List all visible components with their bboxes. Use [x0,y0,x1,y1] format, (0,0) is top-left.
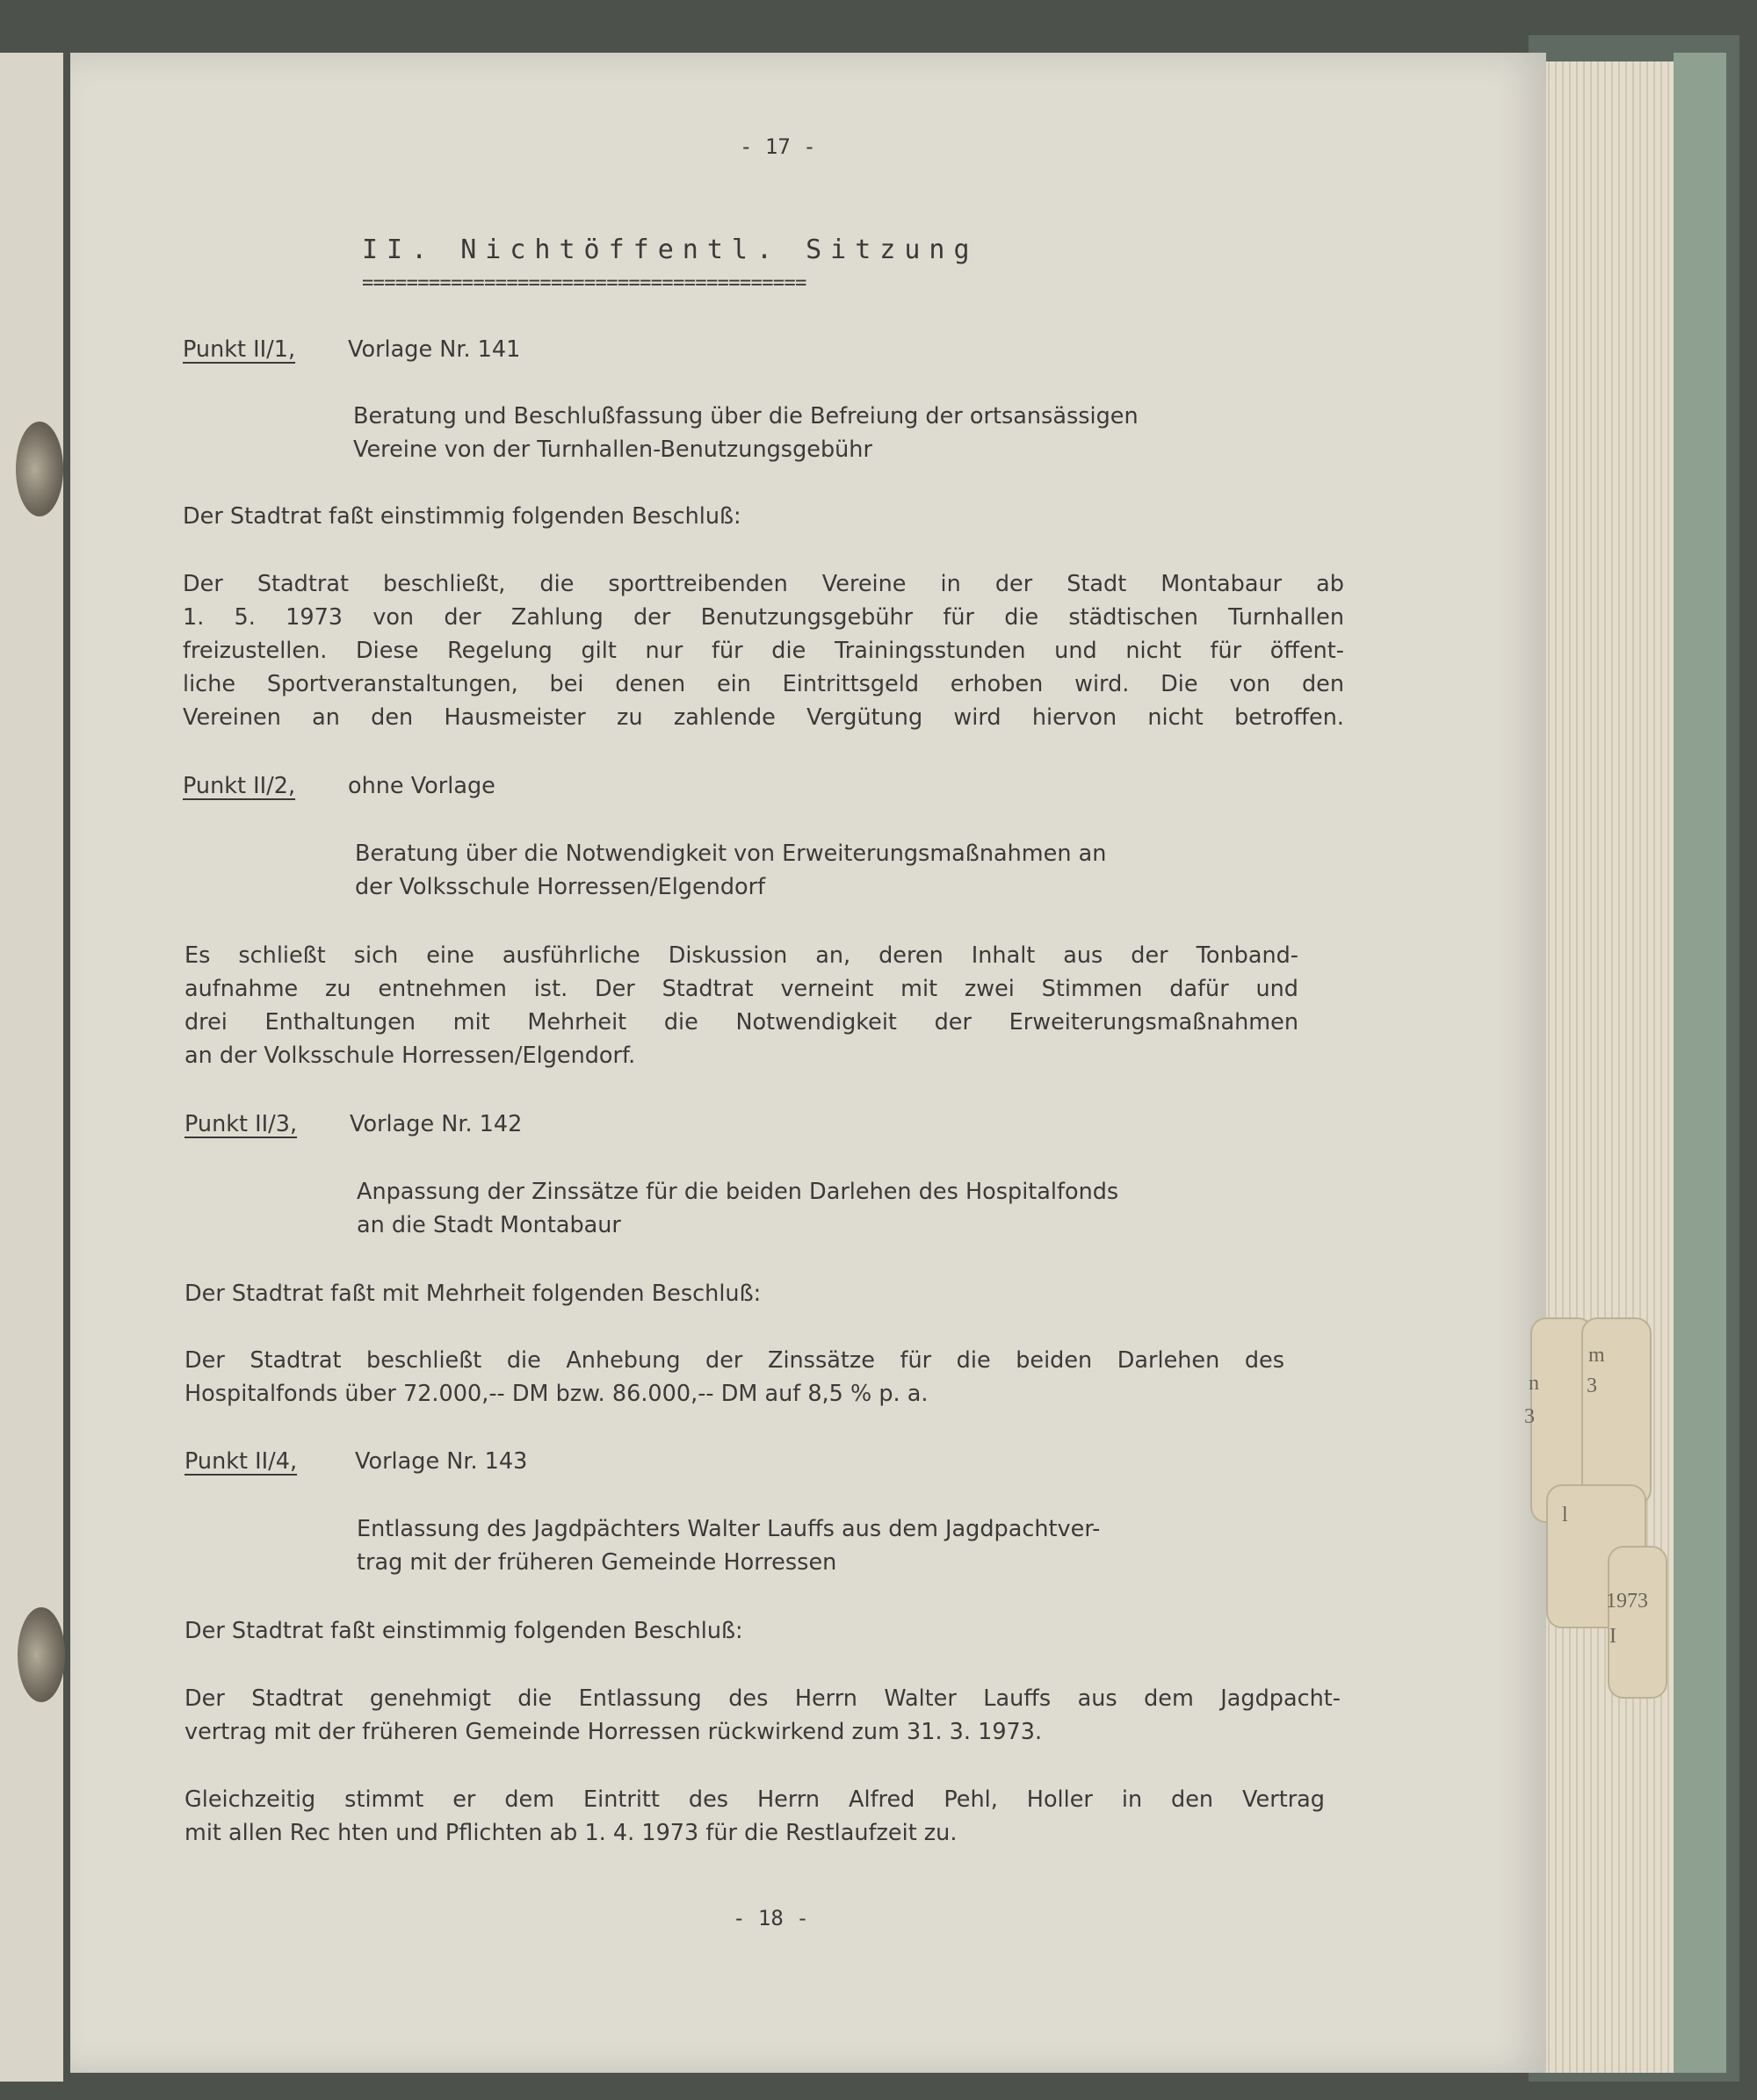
body-line: Der Stadtrat beschließt die Anhebung der Zinssätze für die beiden Darlehen des [184,1347,1284,1374]
tab-label: 1973 [1606,1590,1648,1613]
index-tab [1608,1546,1667,1699]
item-label: Punkt II/1, [183,336,296,363]
item-subject: Beratung über die Notwendigkeit von Erweiterungsmaßnahmen an [355,841,1107,867]
item-subject: Entlassung des Jagdpächters Walter Lauffs aus dem Jagdpachtver- [357,1516,1101,1542]
tab-label: I [1609,1625,1616,1648]
body-line: Es schließt sich eine ausführliche Diskussion an, deren Inhalt aus der Tonband- [184,942,1298,969]
body-line: aufnahme zu entnehmen ist. Der Stadtrat verneint mit zwei Stimmen dafür und [184,976,1298,1002]
binder-board-edge [1674,53,1726,2073]
item-label: Punkt II/3, [184,1111,298,1137]
item-subject: Vereine von der Turnhallen-Benutzungsgebühr [353,437,872,463]
item-subject: der Volksschule Horressen/Elgendorf [355,874,766,900]
heading-rule: ======================================== [362,272,806,294]
tab-label: l [1562,1504,1568,1526]
tab-label: n [1529,1372,1539,1395]
punch-hole-icon [18,1607,65,1702]
item-subject: Anpassung der Zinssätze für die beiden Darlehen des Hospitalfonds [357,1179,1119,1205]
resolution-intro: Der Stadtrat faßt einstimmig folgenden Beschluß: [184,1618,743,1644]
stacked-page-edges [1529,61,1678,2073]
tab-label: 3 [1524,1405,1535,1428]
item-reference: Vorlage Nr. 142 [350,1111,523,1137]
body-line: Gleichzeitig stimmt er dem Eintritt des Herrn Alfred Pehl, Holler in den Vertrag [184,1786,1325,1813]
body-line: liche Sportveranstaltungen, bei denen ein Eintrittsgeld erhoben wird. Die von den [183,671,1344,697]
body-line: Hospitalfonds über 72.000,-- DM bzw. 86.000,-- DM auf 8,5 % p. a. [184,1381,929,1407]
page-number-top: - 17 - [740,134,816,159]
resolution-intro: Der Stadtrat faßt einstimmig folgenden Beschluß: [183,503,741,530]
item-subject: trag mit der früheren Gemeinde Horressen [357,1549,837,1576]
tab-label: 3 [1587,1375,1597,1397]
item-label: Punkt II/2, [183,773,296,799]
page-number-bottom: - 18 - [733,1906,809,1930]
body-line: Der Stadtrat genehmigt die Entlassung des Herrn Walter Lauffs aus dem Jagdpacht- [184,1685,1341,1712]
item-label: Punkt II/4, [184,1448,298,1475]
resolution-intro: Der Stadtrat faßt mit Mehrheit folgenden Beschluß: [184,1281,762,1307]
body-line: Vereinen an den Hausmeister zu zahlende Vergütung wird hiervon nicht betroffen. [183,704,1344,731]
body-line: vertrag mit der früheren Gemeinde Horressen rückwirkend zum 31. 3. 1973. [184,1719,1043,1745]
section-heading: II. Nichtöffentl. Sitzung [362,235,979,265]
body-line: drei Enthaltungen mit Mehrheit die Notwendigkeit der Erweiterungsmaßnahmen [184,1009,1298,1036]
item-subject: Beratung und Beschlußfassung über die Befreiung der ortsansässigen [353,403,1139,429]
body-line: an der Volksschule Horressen/Elgendorf. [184,1043,636,1069]
previous-page-edge [0,53,63,2082]
punch-hole-icon [16,422,63,516]
item-reference: Vorlage Nr. 143 [355,1448,528,1475]
tab-label: m [1588,1344,1605,1367]
body-line: mit allen Rec hten und Pflichten ab 1. 4. 1973 für die Restlaufzeit zu. [184,1820,958,1846]
body-line: 1. 5. 1973 von der Zahlung der Benutzungsgebühr für die städtischen Turnhallen [183,604,1344,631]
body-line: freizustellen. Diese Regelung gilt nur für die Trainingsstunden und nicht für öffent- [183,638,1344,664]
item-reference: ohne Vorlage [348,773,495,799]
item-reference: Vorlage Nr. 141 [348,336,521,363]
body-line: Der Stadtrat beschließt, die sporttreibenden Vereine in der Stadt Montabaur ab [183,571,1344,597]
item-subject: an die Stadt Montabaur [357,1212,621,1238]
